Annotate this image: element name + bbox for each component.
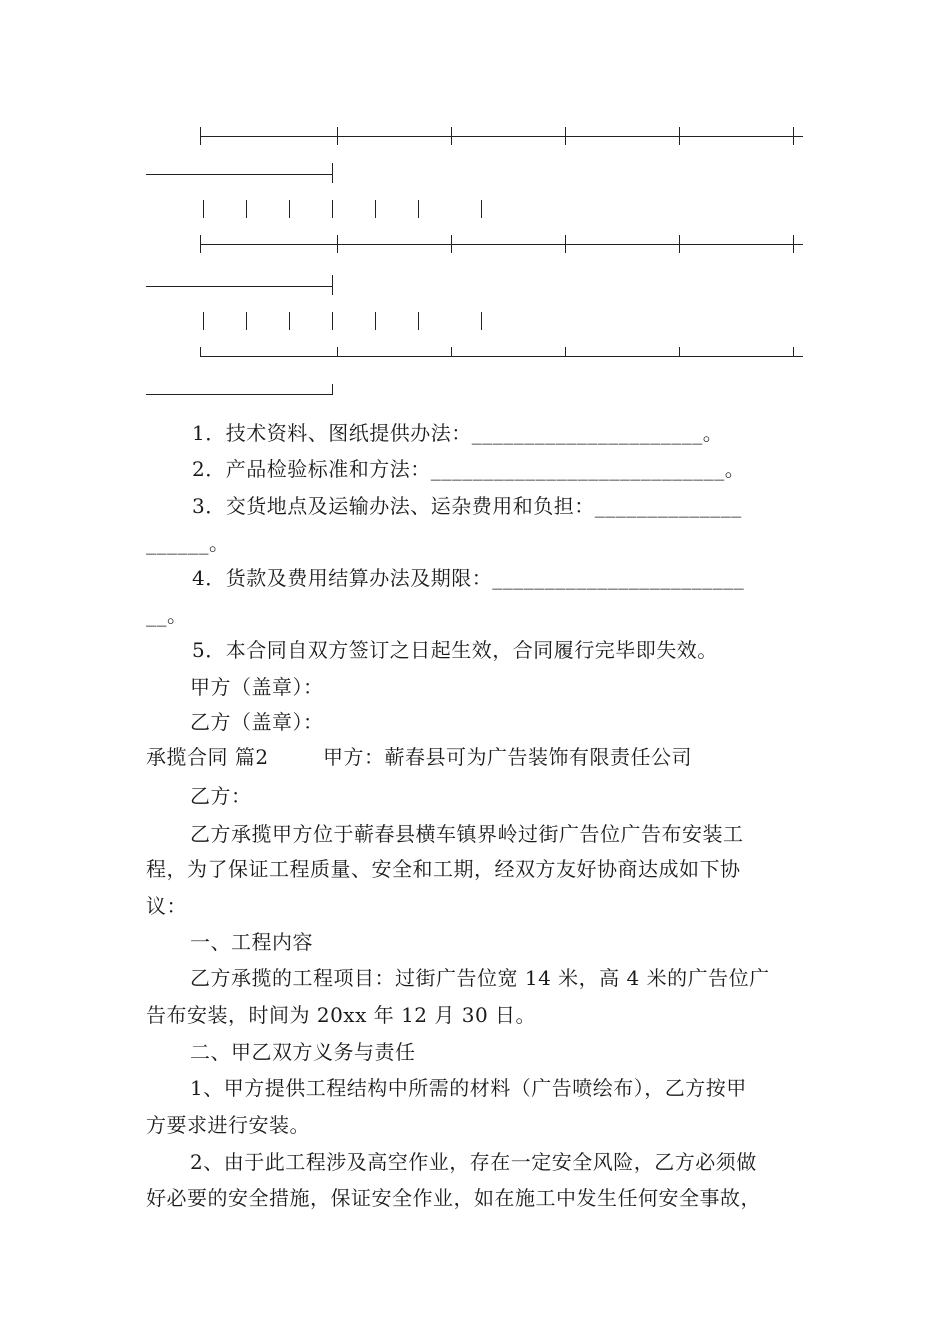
section1-line-2: 告布安装，时间为 20xx 年 12 月 30 日。 [146,1003,537,1027]
term-5: 5．本合同自双方签订之日起生效，合同履行完毕即失效。 [192,638,718,662]
term-3-cont: ______。 [146,531,230,555]
section2-title: 二、甲乙双方义务与责任 [190,1040,416,1064]
section1-title: 一、工程内容 [190,930,313,954]
term-1: 1．技术资料、图纸提供办法：______________________。 [192,421,724,445]
intro-line-2: 程，为了保证工程质量、安全和工期，经双方友好协商达成如下协 [146,857,741,881]
intro-line-3: 议： [146,894,187,918]
term-4: 4．货款及费用结算办法及期限：________________________ [192,566,745,590]
contract2-heading: 承揽合同 篇2 [146,745,269,769]
section2-item2-line-2: 好必要的安全措施，保证安全作业，如在施工中发生任何安全事故， [146,1186,761,1210]
contract2-party-b: 乙方： [190,784,252,808]
term-3: 3．交货地点及运输办法、运杂费用和负担：______________ [192,494,742,518]
section1-line-1: 乙方承揽的工程项目：过街广告位宽 14 米，高 4 米的广告位广 [190,966,770,990]
party-b-seal: 乙方（盖章）： [190,710,324,734]
section2-item1-line-2: 方要求进行安装。 [146,1113,310,1137]
contract2-party-a: 甲方：蕲春县可为广告装饰有限责任公司 [323,745,692,769]
section2-item1-line-1: 1、甲方提供工程结构中所需的材料（广告喷绘布），乙方按甲 [190,1076,747,1100]
term-2: 2．产品检验标准和方法：____________________________。 [192,457,746,481]
party-a-seal: 甲方（盖章）： [190,675,324,699]
section2-item2-line-1: 2、由于此工程涉及高空作业，存在一定安全风险，乙方必须做 [190,1150,757,1174]
intro-line-1: 乙方承揽甲方位于蕲春县横车镇界岭过街广告位广告布安装工 [190,822,744,846]
term-4-cont: __。 [146,603,188,627]
